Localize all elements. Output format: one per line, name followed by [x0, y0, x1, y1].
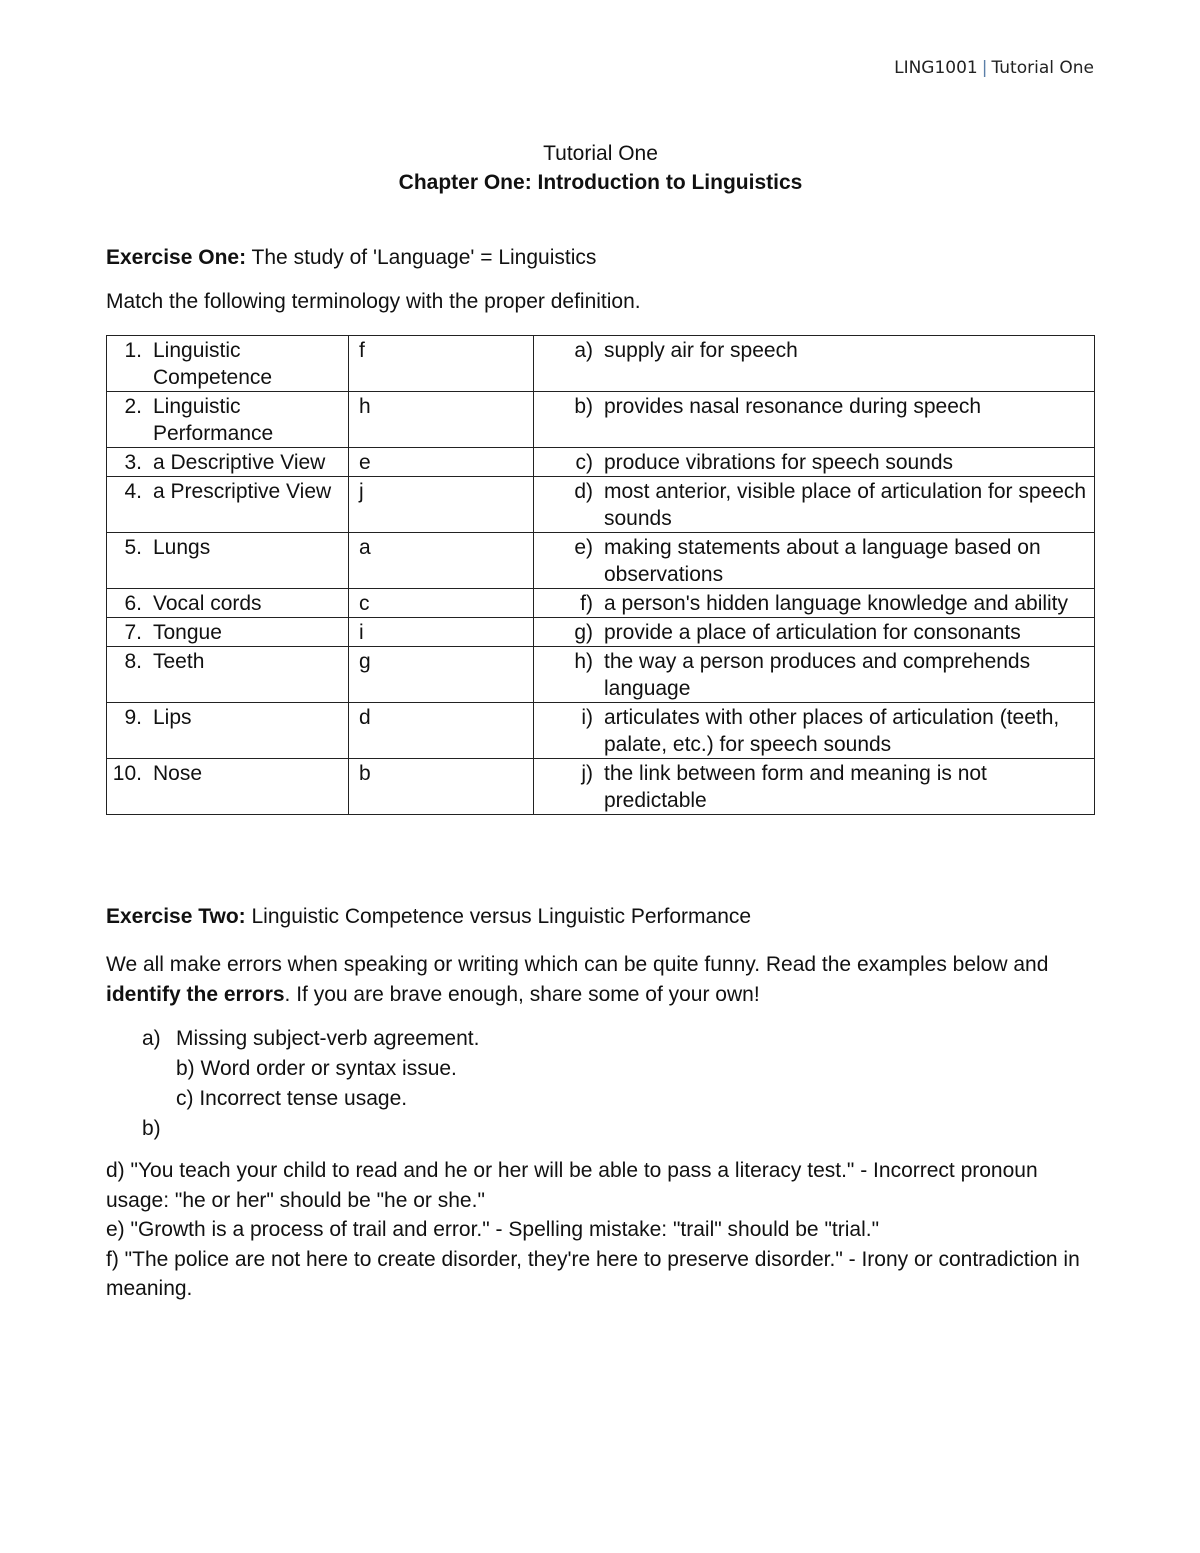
table-row: [107, 589, 1095, 618]
exercise-one-label: Exercise One:: [106, 246, 247, 269]
answer-cell: a: [349, 533, 534, 589]
exercise-two-instructions: [106, 950, 1095, 1010]
para-end: . If you are brave enough, share some of your own!: [284, 983, 760, 1006]
term-number: 4.: [124, 480, 142, 503]
term-cell: [107, 448, 349, 477]
list-item: [106, 1114, 479, 1144]
definition-cell: [534, 618, 1095, 647]
definition-letter: j): [581, 762, 593, 785]
term-text: Linguistic Competence: [153, 339, 273, 389]
list-item-text: b) Word order or syntax issue.: [176, 1057, 457, 1080]
list-item: [106, 1054, 479, 1084]
answer-cell: j: [349, 477, 534, 533]
term-number: 1.: [124, 339, 142, 362]
term-number: 6.: [124, 592, 142, 615]
definition-cell: [534, 533, 1095, 589]
exercise-two-text: Linguistic Competence versus Linguistic Performance: [245, 905, 752, 928]
answer-line: e) "Growth is a process of trail and error." - Spelling mistake: "trail" should be "trial.": [106, 1218, 880, 1241]
definition-letter: c): [575, 451, 593, 474]
table-row: [107, 533, 1095, 589]
answer-line: d) "You teach your child to read and he or her will be able to pass a literacy test." - Incorrect pronoun usage: "he or her" should be "he or she.": [106, 1159, 1038, 1212]
term-text: Nose: [153, 762, 203, 785]
term-cell: [107, 392, 349, 448]
table-row: [107, 477, 1095, 533]
list-item-label: b): [142, 1117, 161, 1140]
definition-letter: e): [574, 536, 593, 559]
document-title: Tutorial One: [543, 142, 658, 165]
term-number: 10.: [112, 762, 142, 785]
list-item-label: a): [142, 1027, 161, 1050]
definition-text: the link between form and meaning is not predictable: [604, 762, 987, 812]
term-cell: [107, 533, 349, 589]
term-cell: [107, 477, 349, 533]
term-number: 3.: [124, 451, 142, 474]
definition-text: most anterior, visible place of articulation for speech sounds: [604, 480, 1087, 530]
answer-cell: h: [349, 392, 534, 448]
definition-text: making statements about a language based on observations: [604, 536, 1041, 586]
list-item: [106, 1084, 479, 1114]
term-number: 8.: [124, 650, 142, 673]
definition-letter: a): [574, 339, 593, 362]
answer-cell: i: [349, 618, 534, 647]
term-number: 2.: [124, 395, 142, 418]
term-text: Lungs: [153, 536, 211, 559]
term-cell: [107, 647, 349, 703]
definition-letter: i): [581, 706, 593, 729]
table-row: [107, 759, 1095, 815]
answer-line: f) "The police are not here to create disorder, they're here to preserve disorder." - Irony or contradiction in meaning.: [106, 1247, 1080, 1300]
term-text: a Descriptive View: [153, 451, 326, 474]
term-cell: [107, 703, 349, 759]
definition-letter: d): [574, 480, 593, 503]
definition-cell: [534, 589, 1095, 618]
term-number: 5.: [124, 536, 142, 559]
error-list: [106, 1024, 479, 1144]
definition-cell: [534, 759, 1095, 815]
document-subtitle: Chapter One: Introduction to Linguistics: [398, 171, 803, 194]
definition-text: articulates with other places of articulation (teeth, palate, etc.) for speech sounds: [604, 706, 1060, 756]
table-row: [107, 336, 1095, 392]
term-cell: [107, 336, 349, 392]
header-separator: |: [981, 58, 988, 78]
answer-cell: b: [349, 759, 534, 815]
header-label: Tutorial One: [991, 58, 1094, 78]
term-text: Lips: [153, 706, 192, 729]
matching-table: [106, 335, 1095, 815]
term-cell: [107, 589, 349, 618]
term-cell: [107, 759, 349, 815]
exercise-two-heading: [106, 905, 751, 929]
definition-text: produce vibrations for speech sounds: [604, 451, 954, 474]
term-number: 7.: [124, 621, 142, 644]
definition-cell: [534, 336, 1095, 392]
answer-cell: c: [349, 589, 534, 618]
exercise-one-heading: [106, 246, 596, 270]
table-row: [107, 448, 1095, 477]
course-code: LING1001: [894, 58, 978, 78]
exercise-one-text: The study of 'Language' = Linguistics: [246, 246, 597, 269]
exercise-one-instruction: Match the following terminology with the proper definition.: [106, 290, 641, 313]
page-header: [894, 58, 1094, 78]
definition-cell: [534, 703, 1095, 759]
answer-cell: g: [349, 647, 534, 703]
term-text: Linguistic Performance: [153, 395, 274, 445]
term-text: Tongue: [153, 621, 222, 644]
table-row: [107, 392, 1095, 448]
table-row: [107, 618, 1095, 647]
table-row: [107, 647, 1095, 703]
definition-cell: [534, 647, 1095, 703]
term-text: a Prescriptive View: [153, 480, 332, 503]
answer-block: [106, 1156, 1095, 1304]
term-number: 9.: [124, 706, 142, 729]
answer-cell: d: [349, 703, 534, 759]
definition-cell: [534, 477, 1095, 533]
definition-letter: b): [574, 395, 593, 418]
definition-cell: [534, 448, 1095, 477]
table-row: [107, 703, 1095, 759]
para-bold: identify the errors: [106, 983, 285, 1006]
list-item: [106, 1024, 479, 1054]
definition-cell: [534, 392, 1095, 448]
list-item-text: c) Incorrect tense usage.: [176, 1087, 408, 1110]
definition-letter: h): [574, 650, 593, 673]
definition-letter: g): [574, 621, 593, 644]
answer-cell: f: [349, 336, 534, 392]
term-text: Vocal cords: [153, 592, 262, 615]
para-start: We all make errors when speaking or writing which can be quite funny. Read the examples below and: [106, 953, 1049, 976]
answer-cell: e: [349, 448, 534, 477]
definition-text: provides nasal resonance during speech: [604, 395, 982, 418]
definition-text: the way a person produces and comprehends language: [604, 650, 1031, 700]
exercise-two-label: Exercise Two:: [106, 905, 246, 928]
definition-text: a person's hidden language knowledge and ability: [604, 592, 1069, 615]
term-cell: [107, 618, 349, 647]
list-item-text: Missing subject-verb agreement.: [176, 1027, 480, 1050]
definition-text: supply air for speech: [604, 339, 798, 362]
definition-text: provide a place of articulation for consonants: [604, 621, 1021, 644]
definition-letter: f): [580, 592, 593, 615]
term-text: Teeth: [153, 650, 205, 673]
